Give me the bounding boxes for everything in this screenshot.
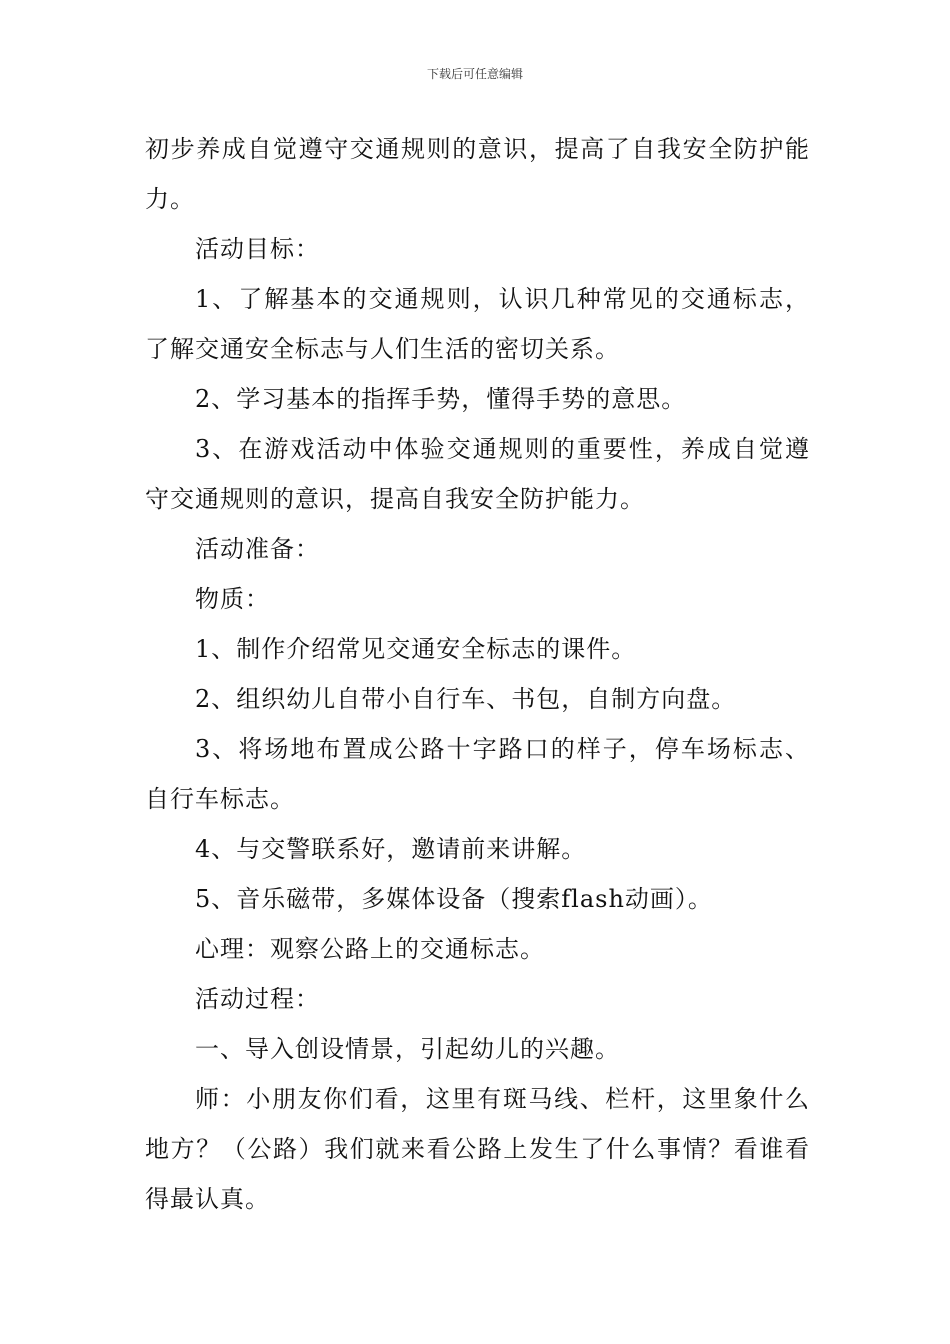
material-item-2: 2、组织幼儿自带小自行车、书包，自制方向盘。 — [195, 685, 737, 713]
heading-activity-goals: 活动目标： — [195, 235, 320, 263]
heading-activity-preparation: 活动准备： — [195, 535, 320, 563]
subheading-psychological: 心理：观察公路上的交通标志。 — [195, 935, 545, 963]
page-header-note: 下载后可任意编辑 — [426, 67, 523, 81]
goal-item-3: 3、在游戏活动中体验交通规则的重要性，养成自觉遵守交通规则的意识，提高自我安全防护能力。 — [145, 435, 810, 513]
goal-item-2: 2、学习基本的指挥手势，懂得手势的意思。 — [195, 385, 687, 413]
teacher-dialogue: 师：小朋友你们看，这里有斑马线、栏杆，这里象什么地方？（公路）我们就来看公路上发生了什么事情？看谁看得最认真。 — [145, 1085, 810, 1213]
heading-activity-process: 活动过程： — [195, 985, 320, 1013]
process-step-1: 一、导入创设情景，引起幼儿的兴趣。 — [195, 1035, 620, 1063]
subheading-materials: 物质： — [195, 585, 270, 613]
material-item-5: 5、音乐磁带，多媒体设备（搜索flash动画）。 — [195, 885, 713, 913]
document-body — [145, 124, 810, 1224]
material-item-4: 4、与交警联系好，邀请前来讲解。 — [195, 835, 587, 863]
material-item-1: 1、制作介绍常见交通安全标志的课件。 — [195, 635, 637, 663]
paragraph-continuation: 初步养成自觉遵守交通规则的意识，提高了自我安全防护能力。 — [145, 135, 810, 213]
goal-item-1: 1、了解基本的交通规则，认识几种常见的交通标志，了解交通安全标志与人们生活的密切关系。 — [145, 285, 810, 363]
material-item-3: 3、将场地布置成公路十字路口的样子，停车场标志、自行车标志。 — [145, 735, 810, 813]
